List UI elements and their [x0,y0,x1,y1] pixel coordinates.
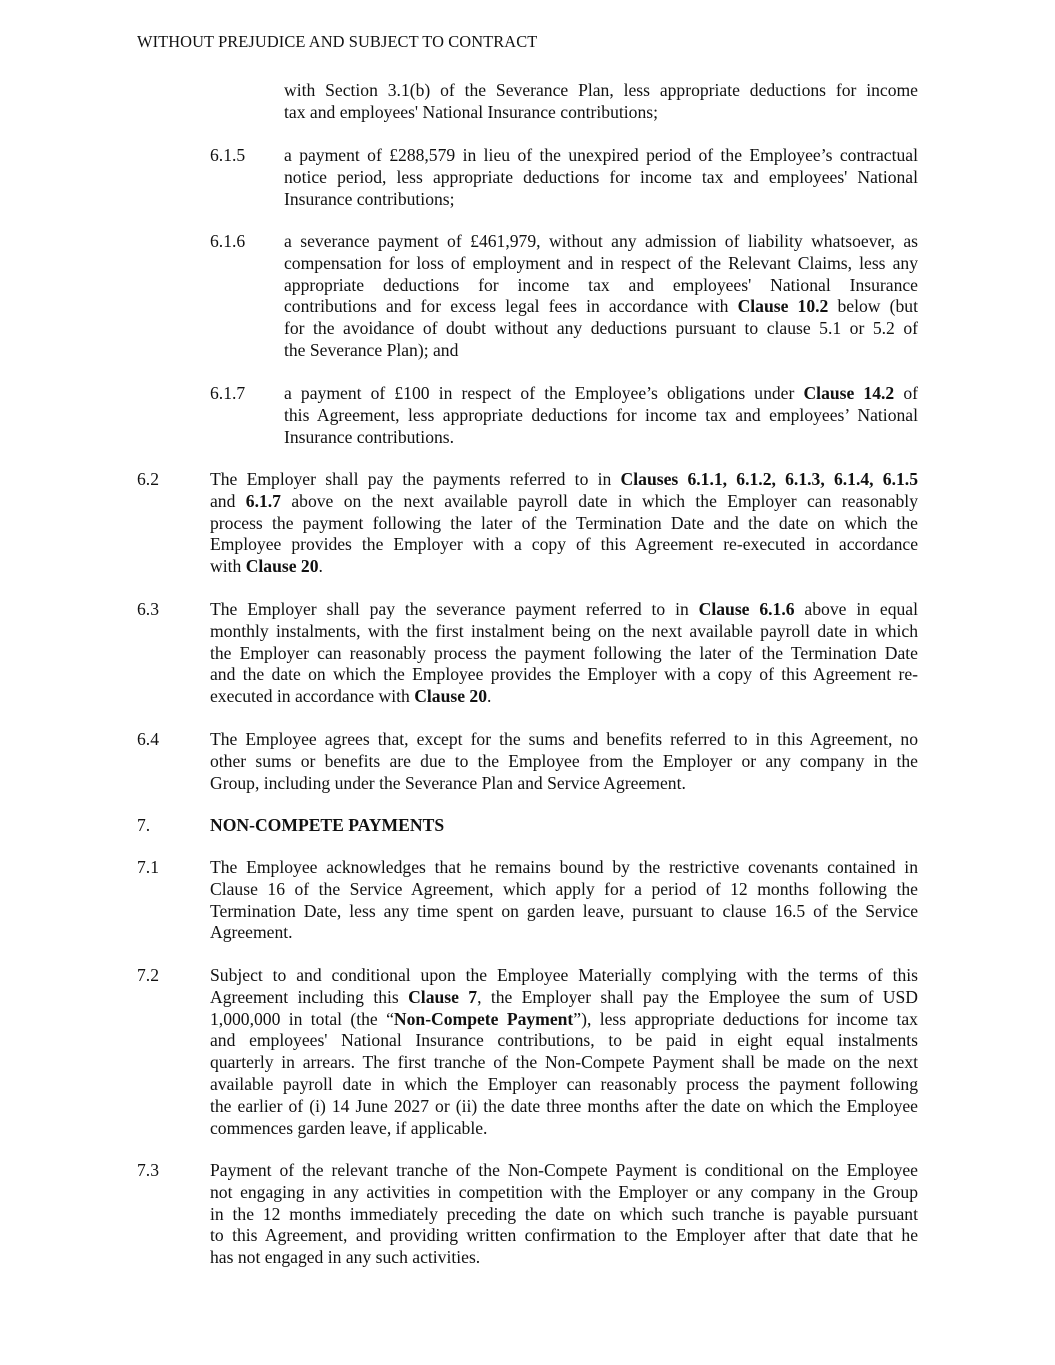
clause-text: The Employee acknowledges that he remains bound by the restrictive covenants contained in Clause 16 of the Service Agreement, which apply for a period of 12 months following the Termination Date, less any time spent on garden leave, pursuant to clause 16.5 of the Service Agreement. [210,857,918,943]
section-title: NON-COMPETE PAYMENTS [210,815,445,835]
clause-number: 6.1.6 [210,231,246,251]
clause-reference: Clause 6.1.6 [698,599,795,619]
clause-reference: Clause 10.2 [737,296,829,317]
clause-number: 6.2 [137,469,159,489]
clause-text: Subject to and conditional upon the Employee Materially complying with the terms of this Agreement including this Clause 7, the Employer shall pay the Employee the sum of USD 1,000,000 in total (the “Non-Compete Payment”), less appropriate deductions for income tax and employees' National Insurance contributions, to be paid in eight equal instalments quarterly in arrears. The first tranche of the Non-Compete Payment shall be made on the next available payroll date in which the Employer can reasonably process the payment following the earlier of (i) 14 June 2027 or (ii) the date three months after the date on which the Employee commences garden leave, if applicable. [210,965,918,1138]
clause-number: 7.2 [137,965,159,985]
clause-number: 6.3 [137,599,159,619]
clause-number: 6.1.7 [210,383,246,403]
clause-text: with Section 3.1(b) of the Severance Plan, less appropriate deductions for income tax and employees' National Insurance contributions; [284,80,918,122]
clause-text: The Employer shall pay the severance payment referred to in Clause 6.1.6 above in equal monthly instalments, with the first instalment being on the next available payroll date in which the Employer can reasonably process the payment following the later of the Termination Date and the date on which the Employee provides the Employer with a copy of this Agreement re- executed in accordance with Clause 20. [210,599,918,707]
clause-reference: Clause 20 [414,686,488,707]
clause-number: 6.4 [137,729,159,749]
clause-number: 7.1 [137,857,159,877]
document-header: WITHOUT PREJUDICE AND SUBJECT TO CONTRACT [137,32,538,51]
defined-term: Non-Compete Payment [393,1008,574,1029]
clause-number: 6.1.5 [210,145,246,165]
clause-reference: Clause 7 [408,986,478,1007]
clause-text: Payment of the relevant tranche of the Non-Compete Payment is conditional on the Employee not engaging in any activities in competition with the Employer or any company in the Group in the 12 months immediately preceding the date on which such tranche is payable pursuant to this Agreement, and providing written confirmation to the Employer after that date that he has not engaged in any such activities. [210,1160,918,1268]
clause-text: The Employer shall pay the payments referred to in Clauses 6.1.1, 6.1.2, 6.1.3, 6.1.4, 6.1.5 and 6.1.7 above on the next available payroll date in which the Employer can reasonably process the payment following the later of the Termination Date and the date on which the Employee provides the Employer with a copy of this Agreement re-executed in accordance with Clause 20. [210,469,918,577]
clause-text: a severance payment of £461,979, without any admission of liability whatsoever, as compensation for loss of employment and in respect of the Relevant Claims, less any appropriate deductions for income tax and employees' National Insurance contributions and for excess legal fees in accordance with Clause 10.2 below (but for the avoidance of doubt without any deductions pursuant to clause 5.1 or 5.2 of the Severance Plan); and [284,231,918,360]
clause-number: 7.3 [137,1160,159,1180]
clause-text: The Employee agrees that, except for the sums and benefits referred to in this Agreement, no other sums or benefits are due to the Employee from the Employer or any company in the Group, including under the Severance Plan and Service Agreement. [210,729,918,793]
clause-reference: 6.1.7 [245,490,281,511]
clause-reference: Clause 20 [245,556,319,577]
clause-reference: Clause 14.2 [803,383,895,403]
clause-text: a payment of £288,579 in lieu of the unexpired period of the Employee’s contractual notice period, less appropriate deductions for income tax and employees' National Insurance contributions; [284,145,918,209]
section-number: 7. [137,815,151,835]
clause-text: a payment of £100 in respect of the Employee’s obligations under Clause 14.2 of this Agreement, less appropriate deductions for income tax and employees’ National Insurance contributions. [284,383,918,447]
clause-reference: Clauses 6.1.1, 6.1.2, 6.1.3, 6.1.4, 6.1.5 [620,469,918,489]
